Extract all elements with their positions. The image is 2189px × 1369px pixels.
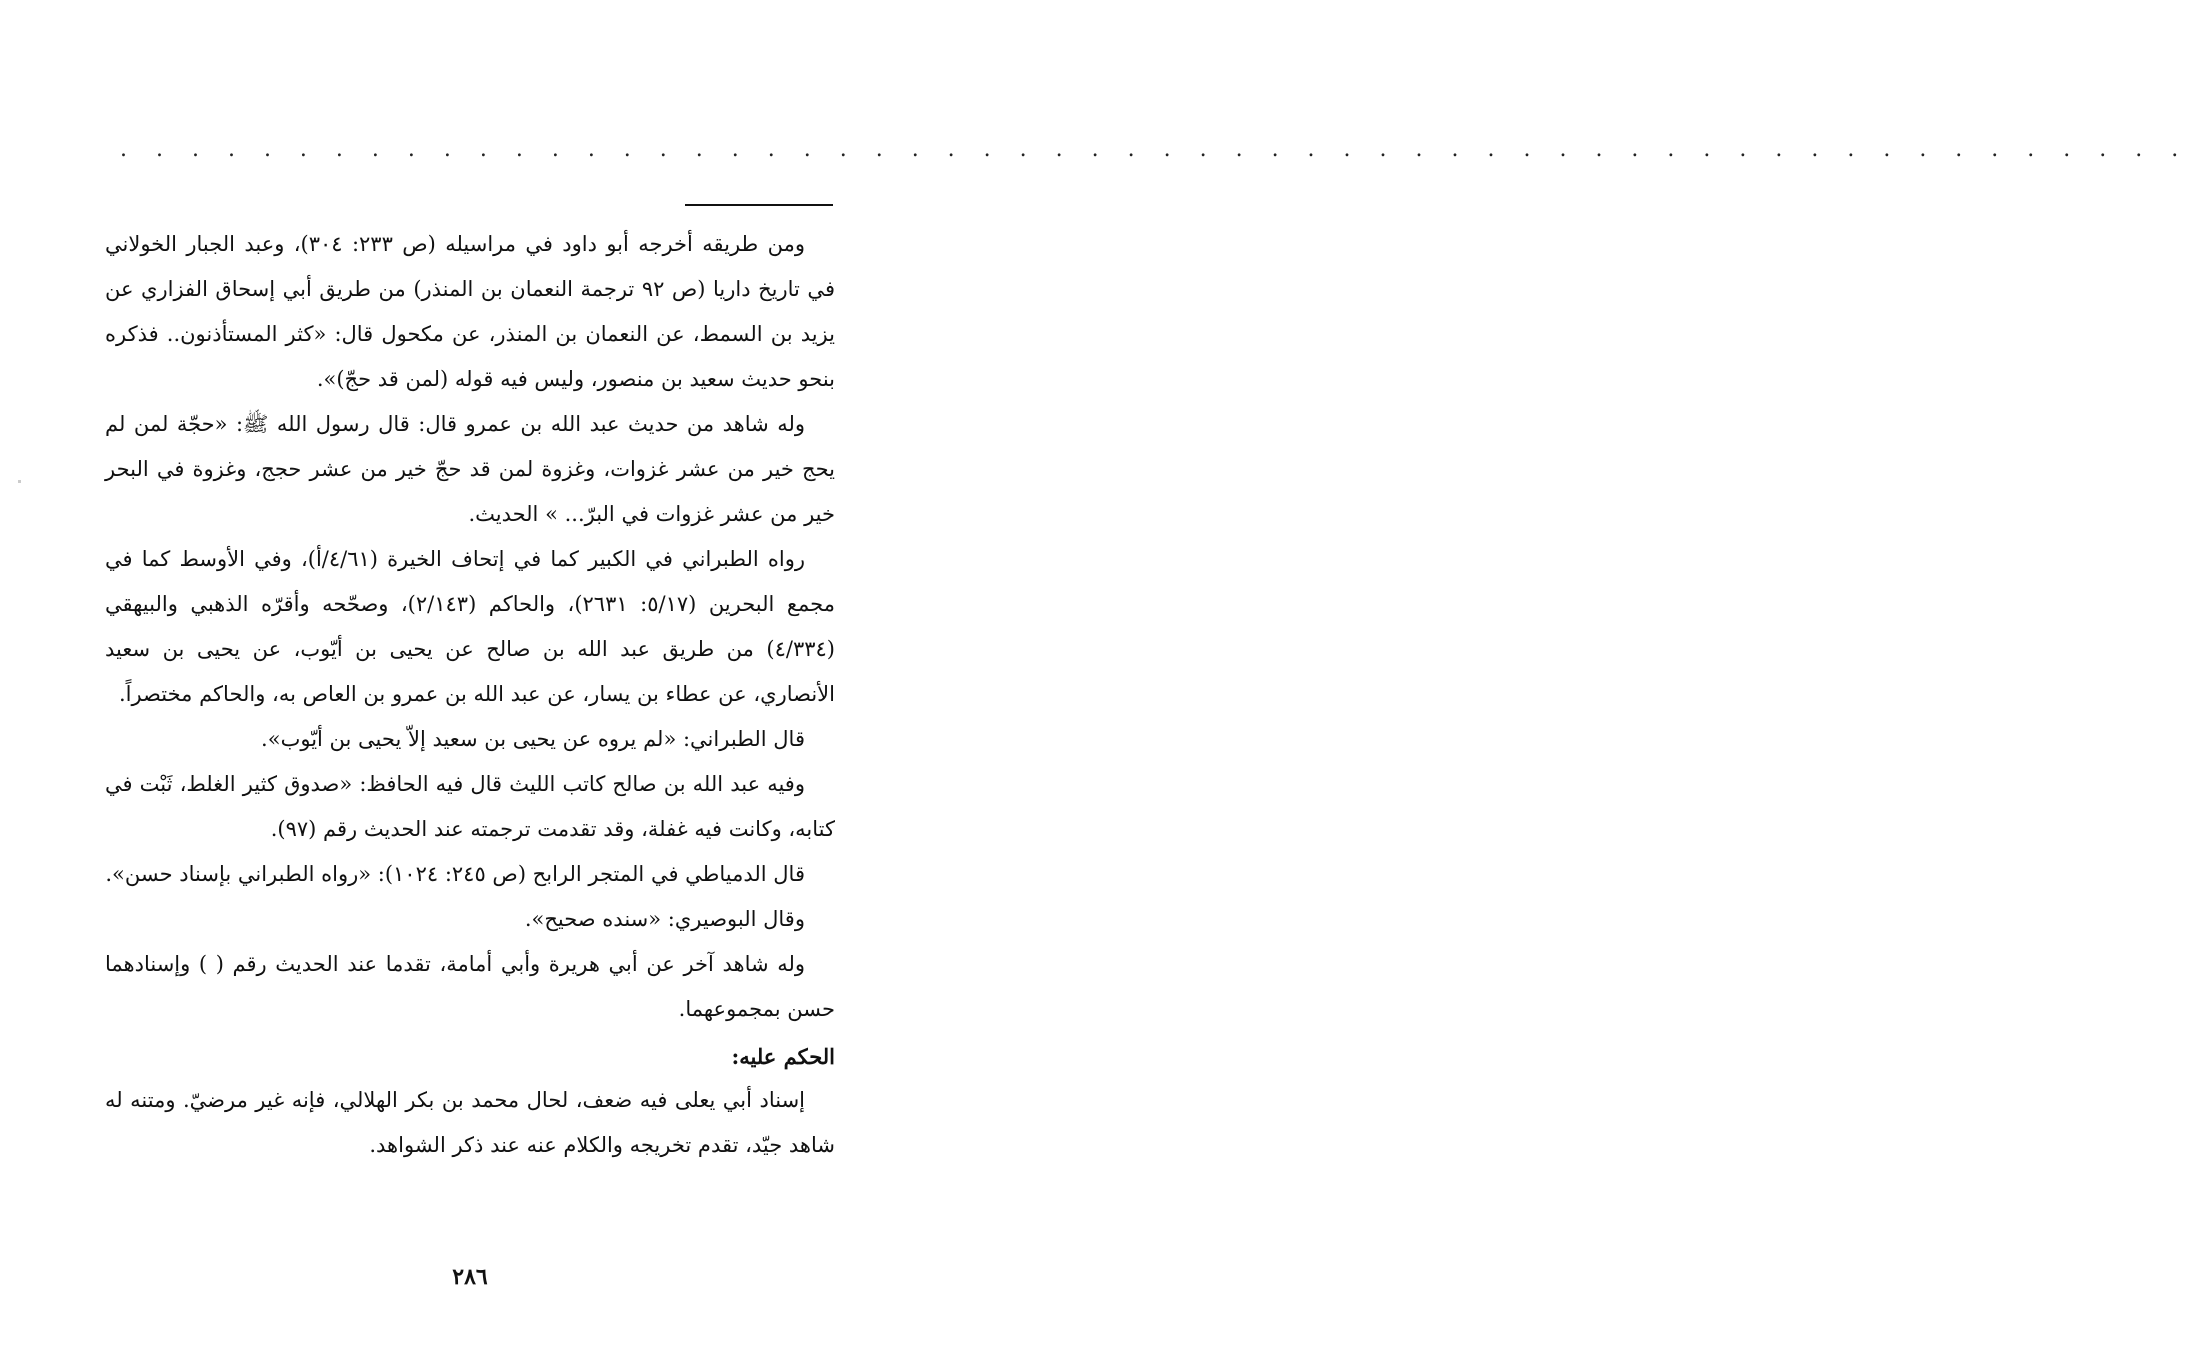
paragraph-abdullah-ibn-salih: وفيه عبد الله بن صالح كاتب الليث قال فيه الحافظ: «صدوق كثير الغلط، ثَبْت في كتابه، وكانت فيه غفلة، وقد تقدمت ترجمته عند الحديث رقم (٩٧).: [105, 772, 835, 841]
verdict-heading: الحكم عليه:: [731, 1044, 835, 1069]
paragraph-witness-abdullah-ibn-amr: وله شاهد من حديث عبد الله بن عمرو قال: قال رسول الله ﷺ: «حجّة لمن لم يحج خير من عشر غزوات، وغزوة لمن قد حجّ خير من عشر حجج، وغزوة في البحر خير من عشر غزوات في البرّ... » الحديث.: [105, 412, 835, 526]
paragraph-verdict: إسناد أبي يعلى فيه ضعف، لحال محمد بن بكر الهلالي، فإنه غير مرضيّ. ومتنه له شاهد جيّد، تقدم تخريجه والكلام عنه عند ذكر الشواهد.: [105, 1088, 835, 1157]
paragraph-busiri: وقال البوصيري: «سنده صحيح».: [524, 907, 805, 931]
separator-dots: . . . . . . . . . . . . . . . . . . . . . . . . . . . . . . . . . . . . . . . . . . . . . . . . . . . . . . . . . .: [120, 137, 2189, 162]
paragraph-dimyati: قال الدمياطي في المتجر الرابح (ص ٢٤٥: ١٠٢٤): «رواه الطبراني بإسناد حسن».: [105, 862, 805, 886]
body-text: [105, 222, 835, 1168]
paragraph-mursal-route: ومن طريقه أخرجه أبو داود في مراسيله (ص ٢٣٣: ٣٠٤)، وعبد الجبار الخولاني في تاريخ داريا (ص ٩٢ ترجمة النعمان بن المنذر) من طريق أبي إسحاق الفزاري عن يزيد بن السمط، عن النعمان بن المنذر، عن مكحول قال: «كثر المستأذنون.. فذكره بنحو حديث سعيد بن منصور، وليس فيه قوله (لمن قد حجّ)».: [105, 232, 835, 391]
paragraph-tabarani-takhrij: رواه الطبراني في الكبير كما في إتحاف الخيرة (٤/٦١/أ)، وفي الأوسط كما في مجمع البحرين (٥/١٧: ٢٦٣١)، والحاكم (٢/١٤٣)، وصحّحه وأقرّه الذهبي والبيهقي (٤/٣٣٤) من طريق عبد الله بن صالح عن يحيى بن أيّوب، عن يحيى بن سعيد الأنصاري، عن عطاء بن يسار، عن عبد الله بن عمرو بن العاص به، والحاكم مختصراً.: [105, 547, 835, 706]
footnote-rule: [685, 204, 833, 206]
scan-edge-mark: [18, 480, 21, 483]
paragraph-other-witness: وله شاهد آخر عن أبي هريرة وأبي أمامة، تقدما عند الحديث رقم ( ) وإسنادهما حسن بمجموعهما.: [105, 952, 835, 1021]
paragraph-tabarani-quote: قال الطبراني: «لم يروه عن يحيى بن سعيد إلاّ يحيى بن أيّوب».: [261, 727, 805, 751]
page-number: ٢٨٦: [452, 1264, 488, 1290]
